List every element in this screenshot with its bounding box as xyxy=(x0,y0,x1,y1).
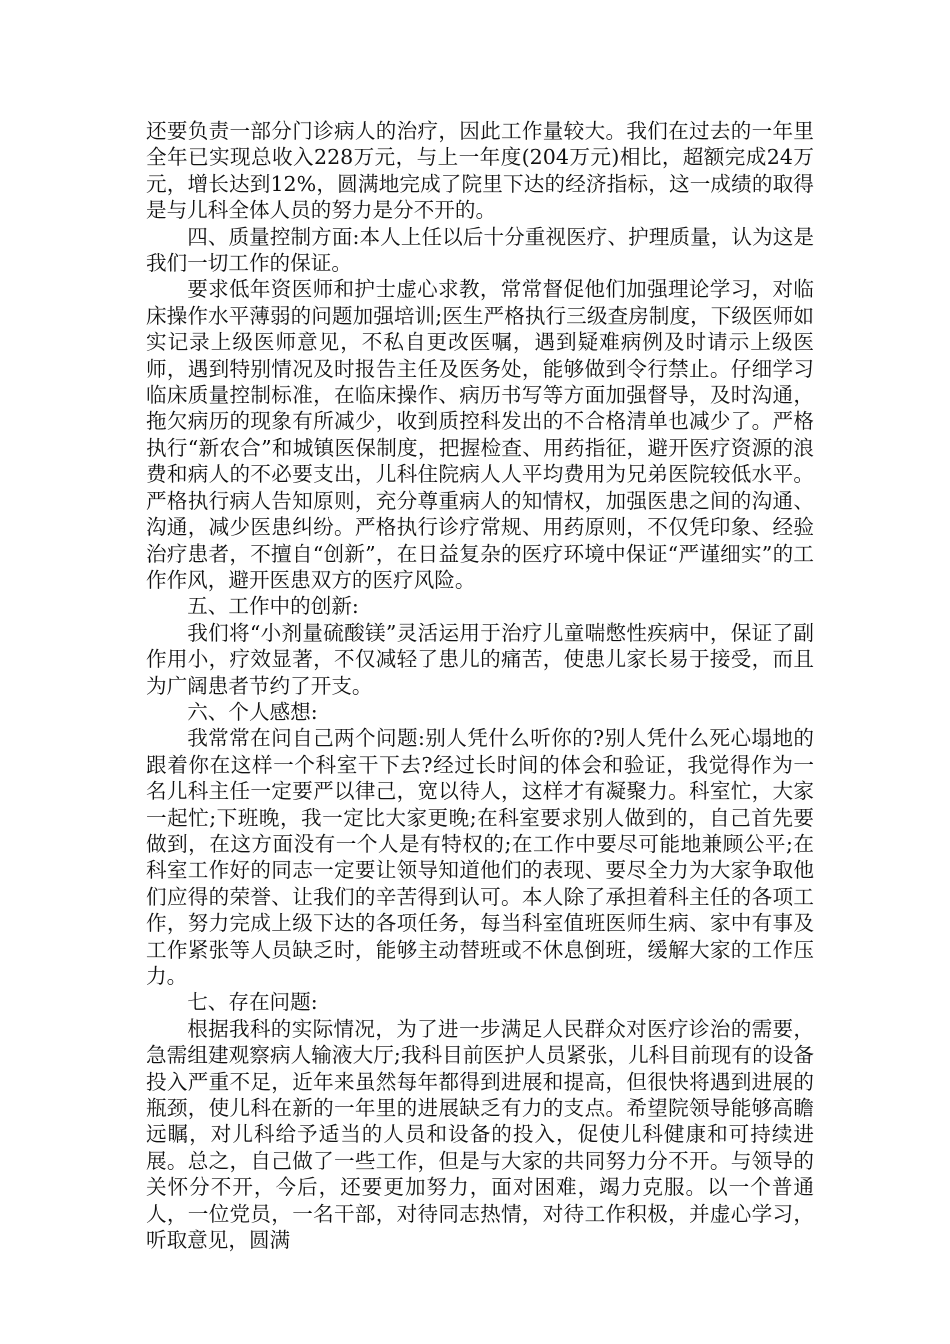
paragraph-4-heading-innovation: 五、工作中的创新: xyxy=(187,594,359,619)
paragraph-7: 我常常在问自己两个问题:别人凭什么听你的?别人凭什么死心塌地的跟着你在这样一个科室干下去?经过长时间的体会和验证，我觉得作为一名儿科主任一定要严以律己，宽以待人，这样才有凝聚力。科室忙，大家一起忙;下班晚，我一定比大家更晚;在科室要求别人做到的，自己首先要做到，在这方面没有一个人是有特权的;在工作中要尽可能地兼顾公平;在科室工作好的同志一定要让领导知道他们的表现、要尽全力为大家争取他们应得的荣誉、让我们的辛苦得到认可。本人除了承担着科主任的各项工作，努力完成上级下达的各项任务，每当科室值班医师生病、家中有事及工作紧张等人员缺乏时，能够主动替班或不休息倒班，缓解大家的工作压力。 xyxy=(146,726,814,988)
paragraph-9: 根据我科的实际情况，为了进一步满足人民群众对医疗诊治的需要，急需组建观察病人输液大厅;我科目前医护人员紧张，儿科目前现有的设备投入严重不足，近年来虽然每年都得到进展和提高，但很快将遇到进展的瓶颈，使儿科在新的一年里的进展缺乏有力的支点。希望院领导能够高瞻远瞩，对儿科给予适当的人员和设备的投入，促使儿科健康和可持续进展。总之，自己做了一些工作，但是与大家的共同努力分不开。与领导的关怀分不开，今后，还要更加努力，面对困难，竭力克服。以一个普通人，一位党员，一名干部，对待同志热情，对待工作积极，并虚心学习，听取意见，圆满 xyxy=(146,1016,814,1253)
paragraph-2-heading-quality-control: 四、质量控制方面:本人上任以后十分重视医疗、护理质量，认为这是我们一切工作的保证。 xyxy=(146,224,814,276)
document-body xyxy=(146,118,814,1253)
paragraph-6-heading-personal-feelings: 六、个人感想: xyxy=(187,699,318,724)
paragraph-3: 要求低年资医师和护士虚心求教，常常督促他们加强理论学习，对临床操作水平薄弱的问题加强培训;医生严格执行三级查房制度，下级医师如实记录上级医师意见，不私自更改医嘱，遇到疑难病例及时请示上级医师，遇到特别情况及时报告主任及医务处，能够做到令行禁止。仔细学习临床质量控制标准，在临床操作、病历书写等方面加强督导，及时沟通，拖欠病历的现象有所减少，收到质控科发出的不合格清单也减少了。严格执行“新农合”和城镇医保制度，把握检查、用药指征，避开医疗资源的浪费和病人的不必要支出，儿科住院病人人平均费用为兄弟医院较低水平。严格执行病人告知原则，充分尊重病人的知情权，加强医患之间的沟通、沟通，减少医患纠纷。严格执行诊疗常规、用药原则，不仅凭印象、经验治疗患者，不擅自“创新”，在日益复杂的医疗环境中保证“严谨细实”的工作作风，避开医患双方的医疗风险。 xyxy=(146,277,814,592)
paragraph-1: 还要负责一部分门诊病人的治疗，因此工作量较大。我们在过去的一年里全年已实现总收入228万元，与上一年度(204万元)相比，超额完成24万元，增长达到12%，圆满地完成了院里下达的经济指标，这一成绩的取得是与儿科全体人员的努力是分不开的。 xyxy=(146,119,814,223)
paragraph-5: 我们将“小剂量硫酸镁”灵活运用于治疗儿童喘憋性疾病中，保证了副作用小，疗效显著，不仅减轻了患儿的痛苦，使患儿家长易于接受，而且为广阔患者节约了开支。 xyxy=(146,620,814,698)
paragraph-8-heading-existing-problems: 七、存在问题: xyxy=(187,990,318,1015)
